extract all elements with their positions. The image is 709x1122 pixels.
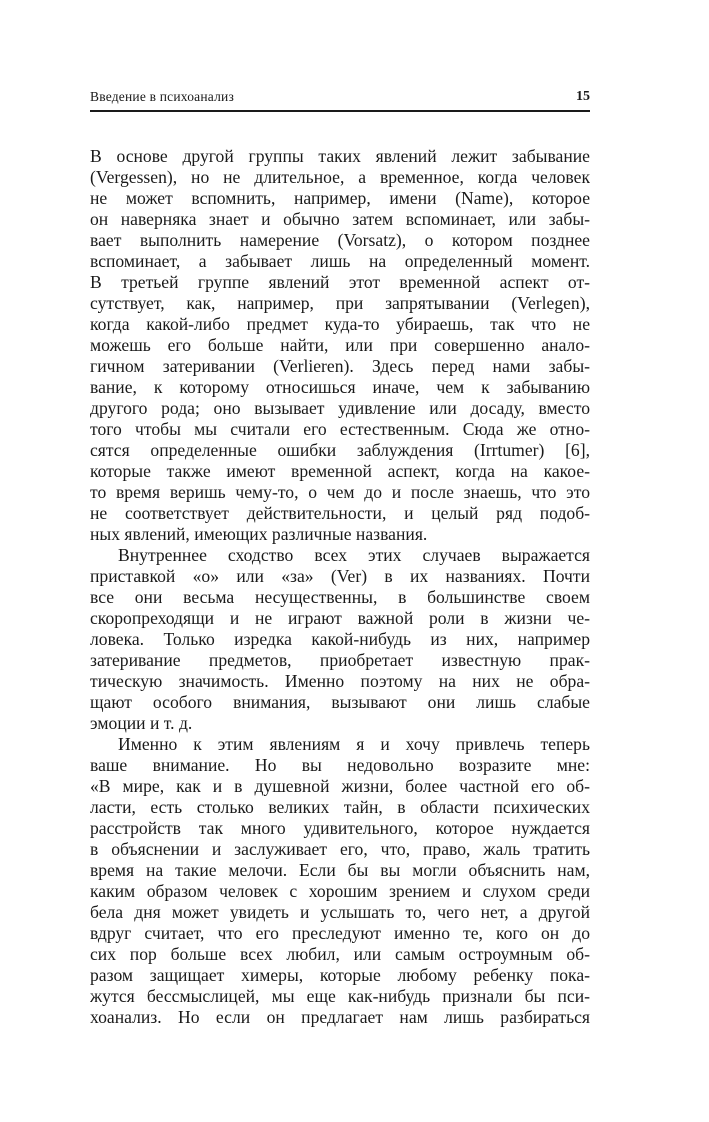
text-line: хоанализ. Но если он предлагает нам лишь разбираться bbox=[90, 1007, 590, 1027]
text-line: эмоции и т. д. bbox=[90, 713, 193, 733]
text-line: которые также имеют временной аспект, когда на какое- bbox=[90, 461, 590, 481]
text-line: тическую значимость. Именно поэтому на них не обра- bbox=[90, 671, 590, 691]
text-line: В третьей группе явлений этот временной аспект от- bbox=[90, 272, 590, 292]
text-line: ласти, есть столько великих тайн, в области психических bbox=[90, 797, 590, 817]
text-line: он наверняка знает и обычно затем вспоминает, или забы- bbox=[90, 209, 590, 229]
body-text bbox=[90, 146, 590, 1028]
text-line: вание, к которому относишься иначе, чем к забыванию bbox=[90, 377, 590, 397]
text-line: расстройств так много удивительного, которое нуждается bbox=[90, 818, 590, 838]
text-line: приставкой «о» или «за» (Ver) в их названиях. Почти bbox=[90, 566, 590, 586]
text-line: бела дня может увидеть и услышать то, чего нет, а другой bbox=[90, 902, 590, 922]
text-line: то время веришь чему-то, о чем до и после знаешь, что это bbox=[90, 482, 590, 502]
paragraph bbox=[90, 734, 590, 1028]
text-line: время на такие мелочи. Если бы вы могли объяснить нам, bbox=[90, 860, 590, 880]
text-line: «В мире, как и в душевной жизни, более частной его об- bbox=[90, 776, 590, 796]
paragraph bbox=[90, 146, 590, 545]
running-header bbox=[90, 88, 590, 112]
text-line: сих пор больше всех любил, или самым остроумным об- bbox=[90, 944, 590, 964]
text-line: сятся определенные ошибки заблуждения (Irrtumer) [6], bbox=[90, 440, 590, 460]
text-line: вспоминает, а забывает лишь на определенный момент. bbox=[90, 251, 590, 271]
text-line: не соответствует действительности, и целый ряд подоб- bbox=[90, 503, 590, 523]
text-line: затеривание предметов, приобретает известную прак- bbox=[90, 650, 590, 670]
text-line: щают особого внимания, вызывают они лишь слабые bbox=[90, 692, 590, 712]
text-line: можешь его больше найти, или при совершенно анало- bbox=[90, 335, 590, 355]
text-line: все они весьма несущественны, в большинстве своем bbox=[90, 587, 590, 607]
text-line: не может вспомнить, например, имени (Name), которое bbox=[90, 188, 590, 208]
text-line: Внутреннее сходство всех этих случаев выражается bbox=[118, 545, 590, 565]
text-line: жутся бессмыслицей, мы еще как-нибудь признали бы пси- bbox=[90, 986, 590, 1006]
text-line: того чтобы мы считали его естественным. Сюда же отно- bbox=[90, 419, 590, 439]
running-title: Введение в психоанализ bbox=[90, 89, 234, 104]
text-line: ваше внимание. Но вы недовольно возразите мне: bbox=[90, 755, 590, 775]
text-line: разом защищает химеры, которые любому ребенку пока- bbox=[90, 965, 590, 985]
text-line: Именно к этим явлениям я и хочу привлечь теперь bbox=[118, 734, 590, 754]
text-line: ных явлений, имеющих различные названия. bbox=[90, 524, 428, 544]
text-line: вает выполнить намерение (Vorsatz), о котором позднее bbox=[90, 230, 590, 250]
text-line: (Vergessen), но не длительное, а временное, когда человек bbox=[90, 167, 590, 187]
text-line: скоропреходящи и не играют важной роли в жизни че- bbox=[90, 608, 590, 628]
page-number: 15 bbox=[576, 89, 590, 104]
text-line: каким образом человек с хорошим зрением и слухом среди bbox=[90, 881, 590, 901]
text-line: В основе другой группы таких явлений лежит забывание bbox=[90, 146, 590, 166]
text-line: сутствует, как, например, при запрятывании (Verlegen), bbox=[90, 293, 590, 313]
text-line: гичном затеривании (Verlieren). Здесь перед нами забы- bbox=[90, 356, 590, 376]
text-line: когда какой-либо предмет куда-то убираешь, так что не bbox=[90, 314, 590, 334]
text-line: другого рода; оно вызывает удивление или досаду, вместо bbox=[90, 398, 590, 418]
text-line: в объяснении и заслуживает его, что, право, жаль тратить bbox=[90, 839, 590, 859]
book-page bbox=[90, 0, 590, 1122]
text-line: ловека. Только изредка какой-нибудь из них, например bbox=[90, 629, 590, 649]
paragraph bbox=[90, 545, 590, 734]
text-line: вдруг считает, что его преследуют именно те, кого он до bbox=[90, 923, 590, 943]
